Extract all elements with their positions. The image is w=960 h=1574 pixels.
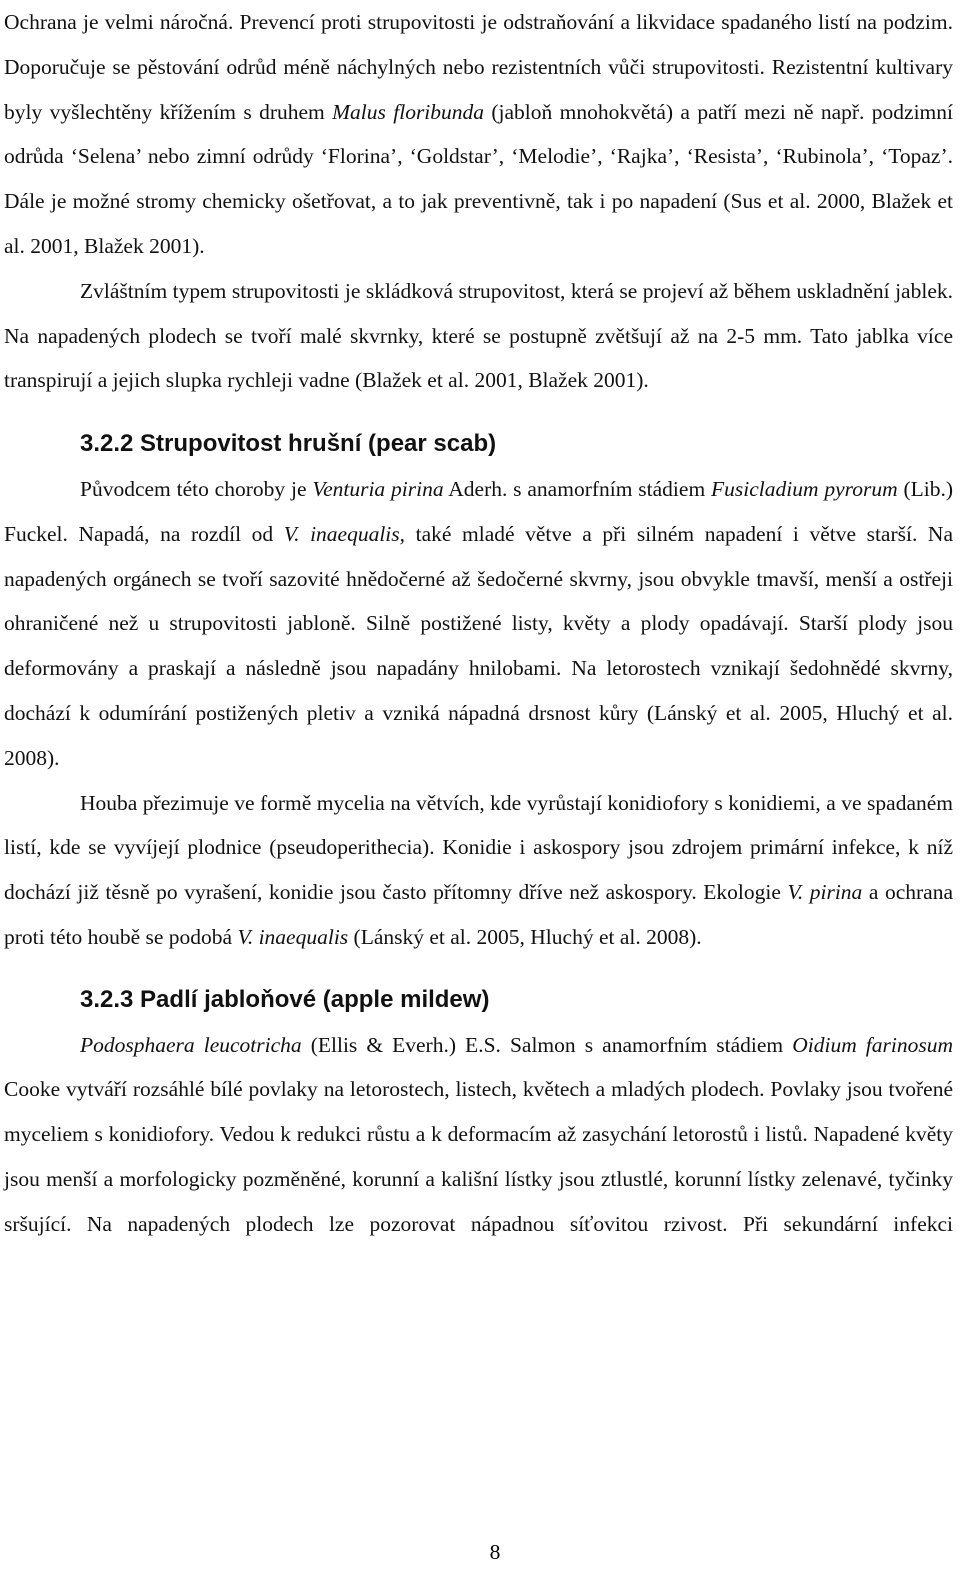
text-run: Aderh. s anamorfním stádiem (443, 476, 712, 501)
latin-name: V. inaequalis (237, 924, 349, 949)
latin-name: Oidium farinosum (792, 1032, 953, 1057)
latin-name: Fusicladium pyrorum (711, 476, 898, 501)
paragraph-protection (4, 0, 953, 269)
text-run: (Lánský et al. 2005, Hluchý et al. 2008). (348, 924, 702, 949)
latin-name: Venturia pirina (312, 476, 444, 501)
page-number: 8 (489, 1540, 501, 1564)
text-run: (Lib.) Fuckel. Napadá, na rozdíl od (4, 476, 953, 546)
text-run: (Ellis & Everh.) E.S. Salmon s anamorfním stádiem (301, 1032, 793, 1057)
text-run: Houba přezimuje ve formě mycelia na větvích, kde vyrůstají konidiofory s konidiemi, a ve spadaném listí, kde se vyvíjejí plodnice (pseudoperithecia). Konidie i askospory jsou zdrojem primární infekce, k níž dochází již těsně po vyrašení, konidie jsou často přítomny dříve než askospory. Ekologie (4, 790, 953, 905)
paragraph-overwintering (4, 781, 953, 960)
paragraph-storage-scab: Zvláštním typem strupovitosti je skládková strupovitost, která se projeví až během uskladnění jablek. Na napadených plodech se tvoří malé skvrnky, které se postupně zvětšují až na 2-5 mm. Tato jablka více transpirují a jejich slupka rychleji vadne (Blažek et al. 2001, Blažek 2001). (4, 278, 953, 393)
text-run: Cooke vytváří rozsáhlé bílé povlaky na letorostech, listech, květech a mladých plodech. Povlaky jsou tvořené myceliem s konidiofory. Vedou k redukci růstu a k deformacím až zasychání letorostů i listů. Napadené květy jsou menší a morfologicky pozměněné, korunní a kališní lístky jsou ztlustlé, korunní lístky zelenavé, tyčinky sršující. Na napadených plodech lze pozorovat nápadnou síťovitou rzivost. Při sekundární infekci (4, 1077, 953, 1236)
latin-name: V. inaequalis (283, 521, 400, 546)
text-run: Ochrana je velmi náročná. Prevencí proti strupovitosti je odstraňování a likvidace spadaného listí na podzim. Doporučuje se pěstování odrůd méně náchylných nebo rezistentních vůči strupovitosti. Rezistentní kultivary byly vyšlechtěny křížením s druhem (4, 10, 953, 124)
text-run: Původcem této choroby je (80, 476, 313, 501)
document-page (4, 0, 953, 1247)
text-run: , také mladé větve a při silném napadení i větve starší. Na napadených orgánech se tvoří sazovité hnědočerné až šedočerné skvrny, jsou obvykle tmavší, menší a ostřeji ohraničené než u strupovitosti jabloně. Silně postižené listy, květy a plody opadávají. Starší plody jsou deformovány a praskají a následně jsou napadány hnilobami. Na letorostech vznikají šedohnědé skvrny, dochází k odumírání postižených pletiv a vzniká nápadná drsnost kůry (Lánský et al. 2005, Hluchý et al. 2008). (4, 521, 953, 770)
latin-name: Malus floribunda (332, 99, 485, 124)
text-run: (jabloň mnohokvětá) a patří mezi ně např. podzimní odrůda ‘Selena’ nebo zimní odrůdy ‘Florina’, ‘Goldstar’, ‘Melodie’, ‘Rajka’, ‘Resista’, ‘Rubinola’, ‘Topaz’. Dále je možné stromy chemicky ošetřovat, a to jak preventivně, tak i po napadení (Sus et al. 2000, Blažek et al. 2001, Blažek 2001). (4, 99, 953, 258)
text-run: a ochrana proti této houbě se podobá (4, 880, 953, 949)
paragraph-pear-scab-cause (4, 467, 953, 781)
section-heading-pear-scab: 3.2.2 Strupovitost hrušní (pear scab) (80, 430, 497, 458)
paragraph-apple-mildew (4, 1023, 953, 1247)
latin-name: Podosphaera leucotricha (80, 1032, 302, 1057)
section-heading-apple-mildew: 3.2.3 Padlí jabloňové (apple mildew) (80, 985, 490, 1013)
latin-name: V. pirina (787, 880, 863, 905)
